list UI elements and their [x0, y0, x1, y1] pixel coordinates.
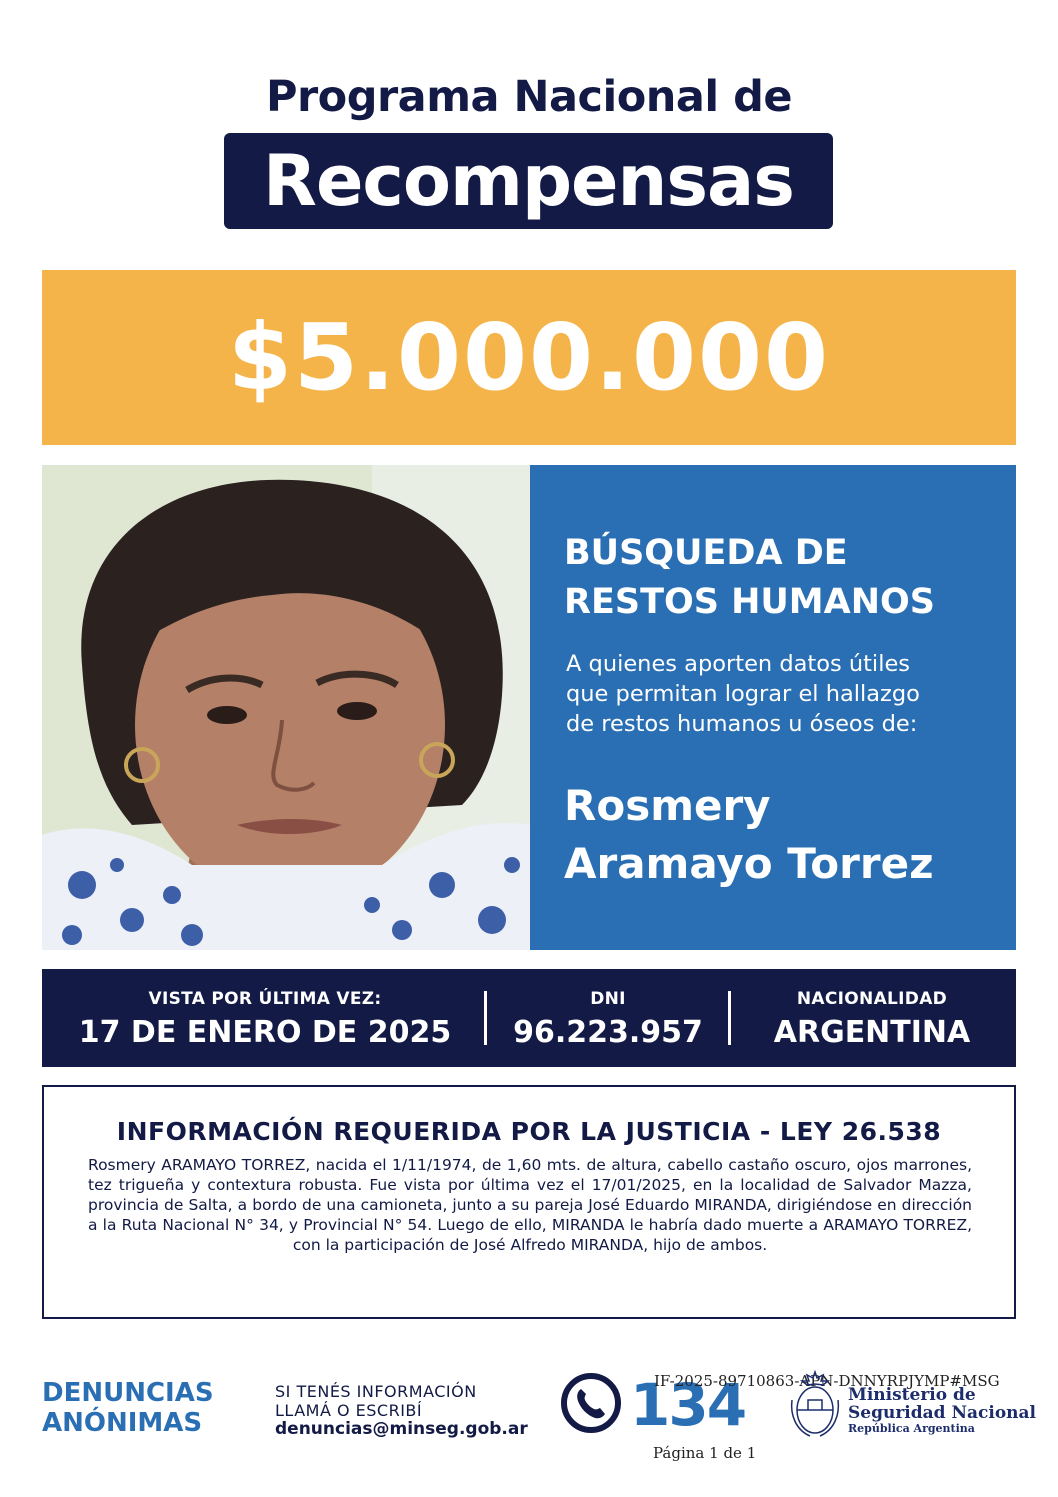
contact-email[interactable]: denuncias@minseg.gob.ar	[275, 1419, 528, 1439]
anonymous-reports-line: ANÓNIMAS	[42, 1408, 203, 1438]
info-divider	[484, 991, 487, 1045]
dni-cell	[488, 969, 728, 1067]
ministry-line: Ministerio de	[848, 1385, 976, 1405]
ministry-country: República Argentina	[848, 1422, 975, 1435]
last-seen-value: 17 DE ENERO DE 2025	[78, 1015, 452, 1050]
person-photo-illustration	[42, 465, 530, 950]
justice-text: Rosmery ARAMAYO TORREZ, nacida el 1/11/1974, de 1,60 mts. de altura, cabello castaño oscuro, ojos marrones, tez trigueña y contextura robusta. Fue vista por última vez el 17/01/2025, en la localidad de Salvador Mazza, provincia de Salta, a bordo de una camioneta, junto a su pareja José Eduardo MIRANDA, dirigiéndose en dirección a la Ruta Nacional N° 34, y Provincial N° 54. Luego de ello, MIRANDA le habría dado muerte a ARAMAYO TORREZ, con la participación de José Alfredo MIRANDA, hijo de ambos.	[88, 1156, 972, 1254]
nationality-label: NACIONALIDAD	[796, 989, 948, 1009]
description-line: de restos humanos u óseos de:	[566, 711, 918, 737]
justice-info-box	[42, 1085, 1016, 1319]
dni-value: 96.223.957	[513, 1015, 703, 1050]
argentina-emblem-icon	[788, 1370, 842, 1440]
ministry-line: Seguridad Nacional	[848, 1403, 1036, 1423]
nationality-cell	[732, 969, 1012, 1067]
search-description	[566, 649, 920, 739]
phone-number[interactable]: 134	[630, 1371, 746, 1439]
person-last-name: Aramayo Torrez	[564, 839, 934, 888]
person-first-name: Rosmery	[564, 781, 771, 830]
person-photo	[42, 465, 530, 950]
phone-icon	[560, 1372, 622, 1434]
search-heading-line: RESTOS HUMANOS	[564, 582, 935, 622]
reward-banner	[42, 270, 1016, 445]
description-line: que permitan lograr el hallazgo	[566, 681, 920, 707]
anonymous-reports-line: DENUNCIAS	[42, 1378, 214, 1408]
search-heading-line: BÚSQUEDA DE	[564, 533, 848, 573]
dni-label: DNI	[590, 989, 626, 1009]
contact-line: LLAMÁ O ESCRIBÍ	[275, 1401, 423, 1420]
program-title: Programa Nacional de	[265, 72, 793, 122]
info-bar	[42, 969, 1016, 1067]
description-line: A quienes aporten datos útiles	[566, 651, 911, 677]
justice-title: INFORMACIÓN REQUERIDA POR LA JUSTICIA - LEY 26.538	[116, 1117, 942, 1146]
contact-info	[275, 1382, 528, 1439]
last-seen-cell	[42, 969, 488, 1067]
person-name	[564, 777, 934, 893]
last-seen-label: VISTA POR ÚLTIMA VEZ:	[148, 989, 382, 1009]
title-banner	[224, 133, 833, 229]
main-title: Recompensas	[263, 140, 794, 222]
search-panel	[530, 465, 1016, 950]
reward-amount: $5.000.000	[227, 304, 830, 411]
info-divider	[728, 991, 731, 1045]
ministry-logo	[848, 1386, 1036, 1436]
nationality-value: ARGENTINA	[773, 1015, 971, 1050]
contact-line: SI TENÉS INFORMACIÓN	[275, 1382, 477, 1401]
anonymous-reports	[42, 1378, 214, 1438]
document-id: IF-2025-89710863-APN-DNNYRPJYMP#MSG	[654, 1372, 1000, 1390]
page-number: Página 1 de 1	[653, 1444, 757, 1462]
search-heading	[564, 529, 935, 627]
